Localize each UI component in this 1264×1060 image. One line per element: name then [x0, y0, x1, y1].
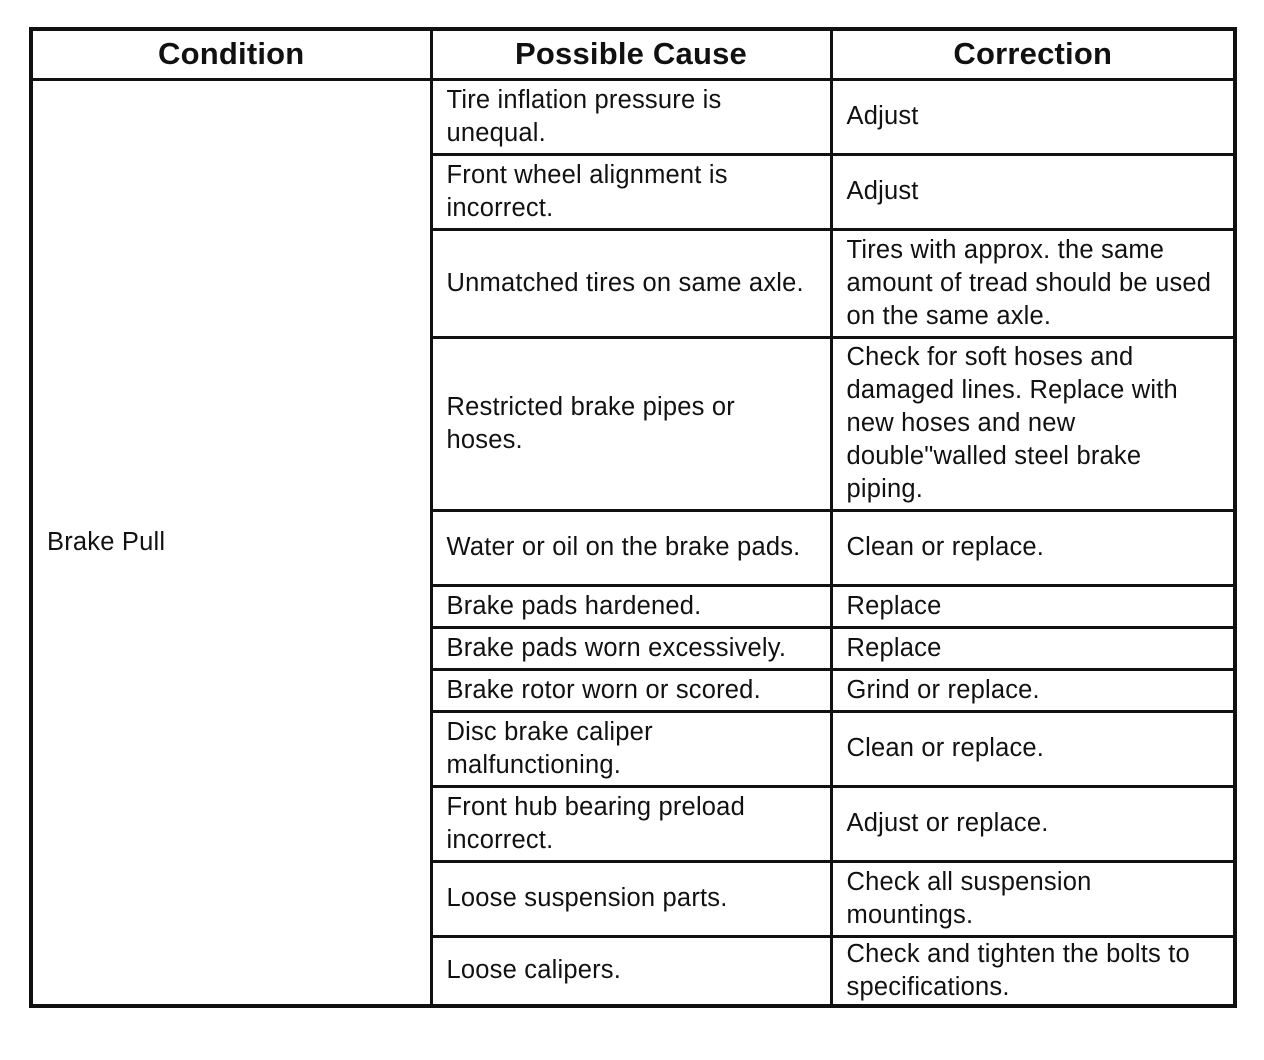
- troubleshooting-table: [29, 27, 1237, 1008]
- cause-cell: Restricted brake pipes or hoses.: [431, 337, 831, 510]
- header-condition: Condition: [31, 29, 431, 79]
- correction-cell: Adjust: [831, 154, 1235, 229]
- cause-cell: Disc brake caliper malfunctioning.: [431, 711, 831, 786]
- cause-cell: Front hub bearing preload incorrect.: [431, 786, 831, 861]
- cause-cell: Front wheel alignment is incorrect.: [431, 154, 831, 229]
- cause-cell: Brake pads hardened.: [431, 585, 831, 627]
- cause-cell: Brake rotor worn or scored.: [431, 669, 831, 711]
- correction-cell: Check all suspension mountings.: [831, 861, 1235, 936]
- correction-cell: Clean or replace.: [831, 510, 1235, 585]
- correction-cell: Adjust: [831, 79, 1235, 154]
- header-possible-cause: Possible Cause: [431, 29, 831, 79]
- cause-cell: Unmatched tires on same axle.: [431, 229, 831, 337]
- correction-cell: Replace: [831, 627, 1235, 669]
- correction-cell: Check and tighten the bolts to specifications.: [831, 936, 1235, 1006]
- cause-cell: Brake pads worn excessively.: [431, 627, 831, 669]
- correction-cell: Tires with approx. the same amount of tread should be used on the same axle.: [831, 229, 1235, 337]
- correction-cell: Adjust or replace.: [831, 786, 1235, 861]
- cause-cell: Loose suspension parts.: [431, 861, 831, 936]
- header-row: [31, 29, 1235, 79]
- table-row: [31, 79, 1235, 154]
- header-correction: Correction: [831, 29, 1235, 79]
- correction-cell: Replace: [831, 585, 1235, 627]
- correction-cell: Clean or replace.: [831, 711, 1235, 786]
- correction-cell: Check for soft hoses and damaged lines. Replace with new hoses and new double"walled steel brake piping.: [831, 337, 1235, 510]
- condition-cell: Brake Pull: [31, 79, 431, 1006]
- cause-cell: Water or oil on the brake pads.: [431, 510, 831, 585]
- correction-cell: Grind or replace.: [831, 669, 1235, 711]
- cause-cell: Tire inflation pressure is unequal.: [431, 79, 831, 154]
- cause-cell: Loose calipers.: [431, 936, 831, 1006]
